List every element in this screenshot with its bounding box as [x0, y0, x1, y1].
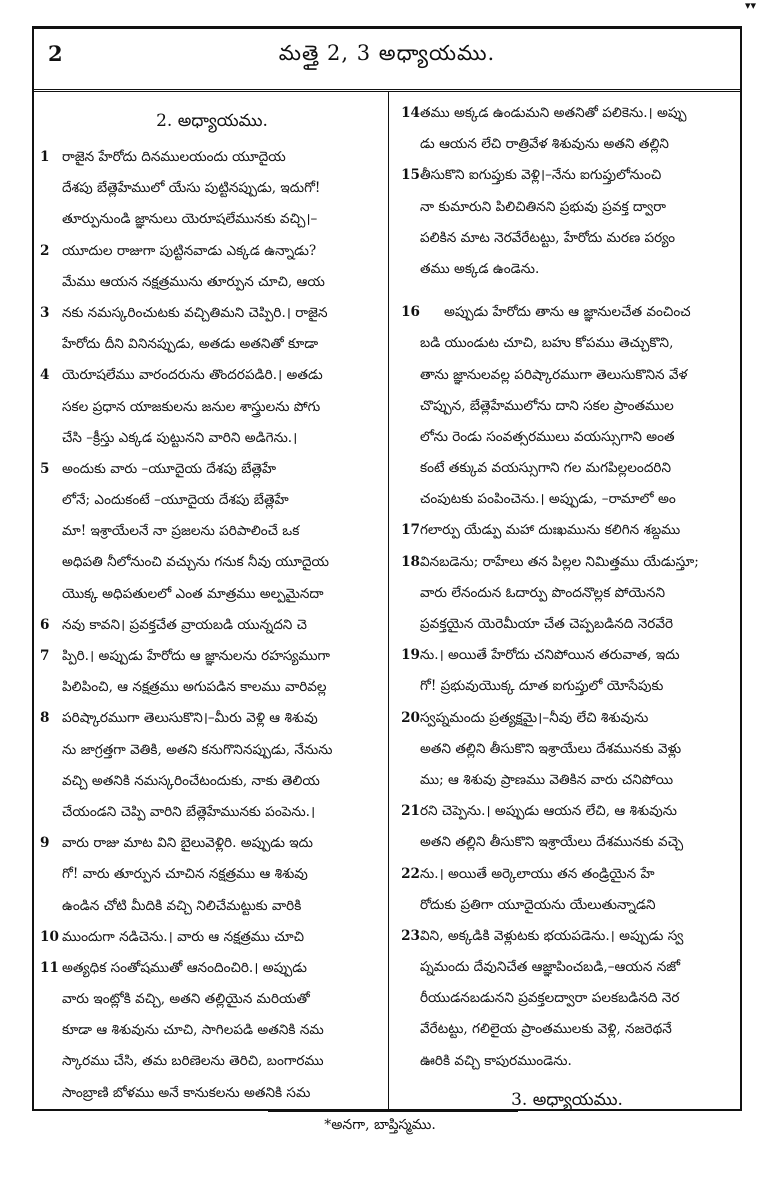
verse-number: 18	[401, 553, 420, 570]
verse-number: 4	[40, 367, 50, 384]
verse-line	[394, 223, 740, 254]
verse-text: స్కారము చేసి, తమ బరిణెలను తెరిచి, బంగారము	[62, 1053, 324, 1070]
verse-text: అప్పుడు హేరోదు తాను ఆ జ్ఞానులచేత వంచించ	[444, 304, 691, 321]
verse-text: ప్పిరి.। అప్పుడు హేరోదు ఆ జ్ఞానులను రహస్యముగా	[62, 648, 331, 664]
verse-text: వారు రాజు మాట విని బైలువెళ్లిరి. అప్పుడు ఇదు	[62, 835, 313, 852]
verse-line	[40, 828, 384, 859]
verse-line	[394, 98, 740, 129]
verse-line	[40, 329, 384, 360]
verse-line	[40, 735, 384, 766]
verse-line	[40, 142, 384, 173]
verse-line	[394, 297, 740, 328]
verse-text: బడి యుండుట చూచి, బహు కోపము తెచ్చుకొని,	[420, 335, 674, 352]
verse-line	[40, 703, 384, 734]
verse-number: 3	[40, 304, 50, 321]
verse-text: చేయండని చెప్పి వారిని బేత్లెహేమునకు పంపెను.।	[62, 803, 316, 820]
verse-line	[394, 160, 740, 191]
footnote-rule	[268, 1111, 518, 1112]
verse-line	[394, 422, 740, 453]
verse-text: యూదుల రాజుగా పుట్టినవాడు ఎక్కడ ఉన్నాడు?	[62, 242, 317, 259]
corner-mark: ▾▾	[744, 0, 756, 12]
verse-number: 22	[401, 865, 420, 882]
verse-text: యొక్క అధిపతులలో ఎంత మాత్రము అల్పమైనదా	[62, 585, 324, 602]
verse-text: అతని తల్లిని తీసుకొని ఇశ్రాయేలు దేశమునకు వచ్చె	[420, 834, 684, 851]
footnote: *అనగా, బాప్తిస్మము.	[324, 1117, 436, 1133]
verse-line	[40, 547, 384, 578]
verse-number: 14	[401, 105, 420, 121]
verse-line	[40, 672, 384, 703]
verse-text: నకు నమస్కరించుటకు వచ్చితిమని చెప్పిరి.। రాజైన	[62, 304, 328, 321]
verse-text: అధిపతి నీలోనుంచి వచ్చును గనుక నీవు యూదైయ	[62, 554, 329, 571]
verse-line	[394, 484, 740, 515]
verse-line	[394, 547, 740, 578]
verse-text: గో! వారు తూర్పున చూచిన నక్షత్రము ఆ శిశువు	[62, 866, 308, 883]
verse-number: 19	[401, 647, 420, 664]
verse-text: డు ఆయన లేచి రాత్రివేళ శిశువును అతని తల్లిని	[420, 136, 669, 153]
verse-text: మేము ఆయన నక్షత్రమును తూర్పున చూచి, ఆయ	[62, 273, 325, 290]
left-column	[40, 98, 384, 1109]
verse-line	[394, 952, 740, 983]
verse-text: స్వప్నమందు ప్రత్యక్షమై।–నీవు లేచి శిశువును	[420, 709, 649, 726]
verse-line	[40, 1015, 384, 1046]
verse-number: 23	[401, 927, 420, 944]
verse-text: తము అక్కడ ఉండెను.	[420, 260, 540, 277]
verse-text: పిలిపించి, ఆ నక్షత్రము అగుపడిన కాలము వారివల్ల	[62, 679, 327, 696]
verse-line	[40, 1046, 384, 1077]
verse-line	[394, 983, 740, 1014]
verse-text: వేరేటట్టు, గలిలైయ ప్రాంతములకు వెళ్లి, నజరెథనే	[420, 1021, 672, 1038]
page-title: మత్తై 2, 3 అధ్యాయము.	[278, 41, 496, 65]
verse-text: గో! ప్రభువుయొక్క దూత ఐగుప్తులో యోసేపుకు	[420, 678, 664, 695]
verse-line	[40, 922, 384, 953]
verse-text: కూడా ఆ శిశువును చూచి, సాగిలపడి అతనికి నమ	[62, 1022, 324, 1039]
page-frame	[32, 26, 742, 1111]
right-column	[394, 98, 740, 1109]
verse-line	[40, 610, 384, 641]
verse-text: దేశపు బేత్లెహేములో యేసు పుట్టినప్పుడు, ఇదుగో!	[62, 180, 321, 197]
verse-text: తాను జ్ఞానులవల్ల పరిష్కారముగా తెలుసుకొనిన వేళ	[420, 366, 688, 383]
verse-line	[40, 859, 384, 890]
verse-text: రని చెప్పెను.। అప్పుడు ఆయన లేచి, ఆ శిశువును	[420, 803, 677, 820]
verse-text: ము; ఆ శిశువు ప్రాణము వెతికిన వారు చనిపోయి	[420, 771, 674, 788]
verse-line	[394, 640, 740, 671]
verse-text: యెరూషలేము వారందరును తొందరపడిరి.। అతడు	[62, 367, 323, 384]
verse-text: రాజైన హేరోదు దినములయందు యూదైయ	[62, 149, 286, 165]
verse-number: 17	[401, 522, 420, 539]
verse-number: 6	[40, 616, 50, 633]
verse-line	[40, 797, 384, 828]
verse-text: పరిష్కారముగా తెలుసుకొని।–మీరు వెళ్లి ఆ శిశువు	[62, 710, 318, 727]
verse-text: ను జాగ్రత్తగా వెతికి, అతని కనుగొనినప్పుడు, నేనును	[62, 741, 333, 758]
verse-text: వినబడెను; రాహేలు తన పిల్లల నిమిత్తము యేడుస్తూ;	[420, 553, 699, 570]
verse-line	[394, 827, 740, 858]
verse-number: 1	[40, 149, 50, 165]
verse-text: సకల ప్రధాన యాజకులను జనుల శాస్త్రులను పోగు	[62, 398, 321, 415]
verse-text: చేసి –క్రీస్తు ఎక్కడ పుట్టునని వారిని అడిగెను.।	[62, 429, 298, 446]
verse-text: అందుకు వారు –యూదైయ దేశపు బేత్లెహే	[62, 460, 277, 477]
verse-text: తీసుకొని ఐగుప్తుకు వెళ్లి।–నేను ఐగుప్తులోనుంచి	[420, 167, 662, 184]
verse-line	[394, 921, 740, 952]
verse-number: 16	[401, 304, 420, 321]
verse-text: ప్నమందు దేవునిచేత ఆజ్ఞాపించబడి,–ఆయన నజో	[420, 959, 681, 976]
verse-text: నవు కావని। ప్రవక్తచేత వ్రాయబడి యున్నదని చె	[62, 616, 307, 633]
verse-text: లోను రెండు సంవత్సరములు వయస్సుగాని అంత	[420, 428, 675, 445]
verse-line	[394, 391, 740, 422]
verse-line	[40, 516, 384, 547]
verse-text: తము అక్కడ ఉండుమని అతనితో పలికెను.। అప్పు	[420, 105, 687, 121]
verse-line	[394, 360, 740, 391]
verse-line	[394, 129, 740, 160]
verse-line	[394, 859, 740, 890]
verse-line	[394, 671, 740, 702]
verse-number: 2	[40, 242, 50, 259]
verse-text: ను.। అయితే హేరోదు చనిపోయిన తరువాత, ఇదు	[420, 647, 680, 664]
chapter-heading: 3. అధ్యాయము.	[511, 1089, 623, 1109]
verse-text: హేరోదు దీని వినినప్పుడు, అతడు అతనితో కూడా	[62, 336, 319, 353]
verse-line	[394, 192, 740, 223]
verse-text: అత్యధిక సంతోషముతో ఆనందించిరి.। అప్పుడు	[62, 959, 307, 976]
chapter-heading: 2. అధ్యాయము.	[156, 111, 268, 131]
verse-line	[40, 641, 384, 672]
verse-text: గలార్పు యేడ్పు మహా దుఃఖమును కలిగిన శబ్దము	[420, 522, 681, 539]
page-header	[34, 29, 740, 92]
verse-line	[40, 891, 384, 922]
verse-line	[394, 578, 740, 609]
verse-number: 5	[40, 460, 50, 477]
verse-text: ప్రవక్తయైన యెరెమీయా చేత చెప్పబడినది నెరవేరె	[420, 616, 674, 632]
verse-text: రీయుడనబడునని ప్రవక్తలద్వారా పలకబడినది నెర	[420, 990, 680, 1007]
verse-line	[40, 454, 384, 485]
verse-number: 21	[401, 803, 420, 820]
verse-text: తూర్పునుండి జ్ఞానులు యెరూషలేమునకు వచ్చి।–	[62, 211, 318, 228]
verse-line	[40, 1078, 384, 1109]
text-columns	[34, 92, 740, 1109]
verse-line	[40, 392, 384, 423]
verse-line	[40, 579, 384, 610]
verse-line	[40, 360, 384, 391]
verse-text: రోదుకు ప్రతిగా యూదైయను యేలుతున్నాడని	[420, 896, 656, 913]
verse-number: 8	[40, 710, 50, 727]
verse-number: 11	[40, 959, 59, 976]
verse-line	[394, 609, 740, 640]
verse-line	[40, 485, 384, 516]
verse-line	[40, 267, 384, 298]
verse-number: 10	[40, 928, 59, 945]
verse-number: 9	[40, 835, 50, 852]
verse-text: లోనే; ఎందుకంటే –యూదైయ దేశపు బేత్లెహే	[62, 492, 289, 509]
verse-line	[394, 703, 740, 734]
verse-text: వారు లేనందున ఓదార్పు పొందనొల్లక పోయెనని	[420, 584, 666, 601]
verse-line	[394, 515, 740, 546]
verse-text: నా కుమారుని పిలిచితినని ప్రభువు ప్రవక్త ద్వారా	[420, 198, 666, 215]
verse-line	[40, 984, 384, 1015]
verse-line	[40, 173, 384, 204]
verse-text: మా! ఇశ్రాయేలనే నా ప్రజలను పరిపాలించే ఒక	[62, 523, 300, 540]
verse-line	[394, 1014, 740, 1045]
column-divider	[388, 92, 389, 1109]
verse-line	[40, 423, 384, 454]
verse-line	[40, 766, 384, 797]
verse-line	[394, 328, 740, 359]
verse-text: వచ్చి అతనికి నమస్కరించేటందుకు, నాకు తెలియ	[62, 772, 320, 789]
verse-text: ను.। అయితే అర్కెలాయు తన తండ్రియైన హే	[420, 865, 655, 882]
verse-line	[394, 765, 740, 796]
verse-text: ఉండిన చోటి మీదికి వచ్చి నిలిచేమట్టుకు వారికి	[62, 897, 302, 914]
verse-text: కంటే తక్కువ వయస్సుగాని గల మగపిల్లలందరిని	[420, 460, 672, 477]
verse-number: 15	[401, 167, 420, 184]
verse-line	[40, 298, 384, 329]
verse-text: పలికిన మాట నెరవేరేటట్టు, హేరోదు మరణ పర్యం	[420, 229, 676, 246]
verse-line	[394, 734, 740, 765]
verse-line	[40, 204, 384, 235]
verse-line	[394, 1046, 740, 1077]
verse-number: 20	[401, 709, 420, 726]
page-number: 2	[48, 41, 63, 66]
verse-line	[394, 796, 740, 827]
verse-text: ఊరికి వచ్చి కాపురముండెను.	[420, 1052, 572, 1069]
verse-text: చొప్పున, బేత్లెహేములోను దాని సకల ప్రాంతముల	[420, 397, 674, 414]
verse-text: వారు ఇంట్లోకి వచ్చి, అతని తల్లియైన మరియతో	[62, 991, 310, 1008]
verse-line	[394, 453, 740, 484]
verse-text: అతని తల్లిని తీసుకొని ఇశ్రాయేలు దేశమునకు వెళ్లు	[420, 740, 682, 757]
verse-line	[394, 254, 740, 285]
verse-text: చంపుటకు పంపించెను.। అప్పుడు, –రామాలో అం	[420, 491, 676, 508]
verse-number: 7	[40, 648, 50, 664]
verse-text: విని, అక్కడికి వెళ్లుటకు భయపడెను.। అప్పుడు స్వ	[420, 927, 684, 944]
verse-line	[40, 236, 384, 267]
verse-line	[40, 953, 384, 984]
verse-text: ముందుగా నడిచెను.। వారు ఆ నక్షత్రము చూచి	[62, 928, 305, 945]
verse-line	[394, 890, 740, 921]
verse-text: సాంబ్రాణి బోళము అనే కానుకలను అతనికి సమ	[62, 1084, 311, 1101]
